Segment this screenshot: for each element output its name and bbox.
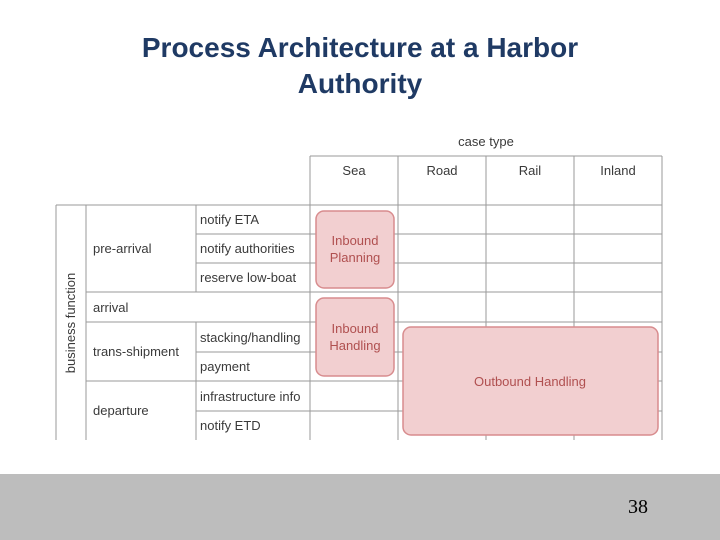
step-stacking-handling: stacking/handling xyxy=(200,330,301,345)
function-departure: departure xyxy=(93,403,149,418)
column-header-inland: Inland xyxy=(600,163,636,178)
function-trans-shipment: trans-shipment xyxy=(93,344,179,359)
outbound-handling-label: Outbound Handling xyxy=(473,374,587,389)
inbound-handling-block xyxy=(316,298,394,376)
slide-title-line-1: Process Architecture at a Harbor xyxy=(141,32,579,63)
step-notify-eta: notify ETA xyxy=(200,212,260,227)
inbound-handling-label-line-2: Handling xyxy=(329,338,381,353)
footer-bar xyxy=(0,474,720,540)
inbound-handling-label-line-1: Inbound xyxy=(331,321,379,336)
step-notify-etd: notify ETD xyxy=(200,418,261,433)
column-header-rail: Rail xyxy=(518,163,542,178)
column-header-road: Road xyxy=(426,163,458,178)
case-type-label: case type xyxy=(458,134,514,149)
function-pre-arrival: pre-arrival xyxy=(93,241,152,256)
slide-title-line-2: Authority xyxy=(297,68,423,99)
step-reserve-low-boat: reserve low-boat xyxy=(200,270,297,285)
step-notify-authorities: notify authorities xyxy=(200,241,295,256)
inbound-planning-label-line-2: Planning xyxy=(329,250,381,265)
function-arrival: arrival xyxy=(93,300,129,315)
step-payment: payment xyxy=(200,359,250,374)
inbound-planning-label-line-1: Inbound xyxy=(331,233,379,248)
step-infrastructure-info: infrastructure info xyxy=(200,389,301,404)
page-number: 38 xyxy=(628,496,648,518)
column-header-sea: Sea xyxy=(342,163,366,178)
business-function-label: business function xyxy=(63,272,78,374)
